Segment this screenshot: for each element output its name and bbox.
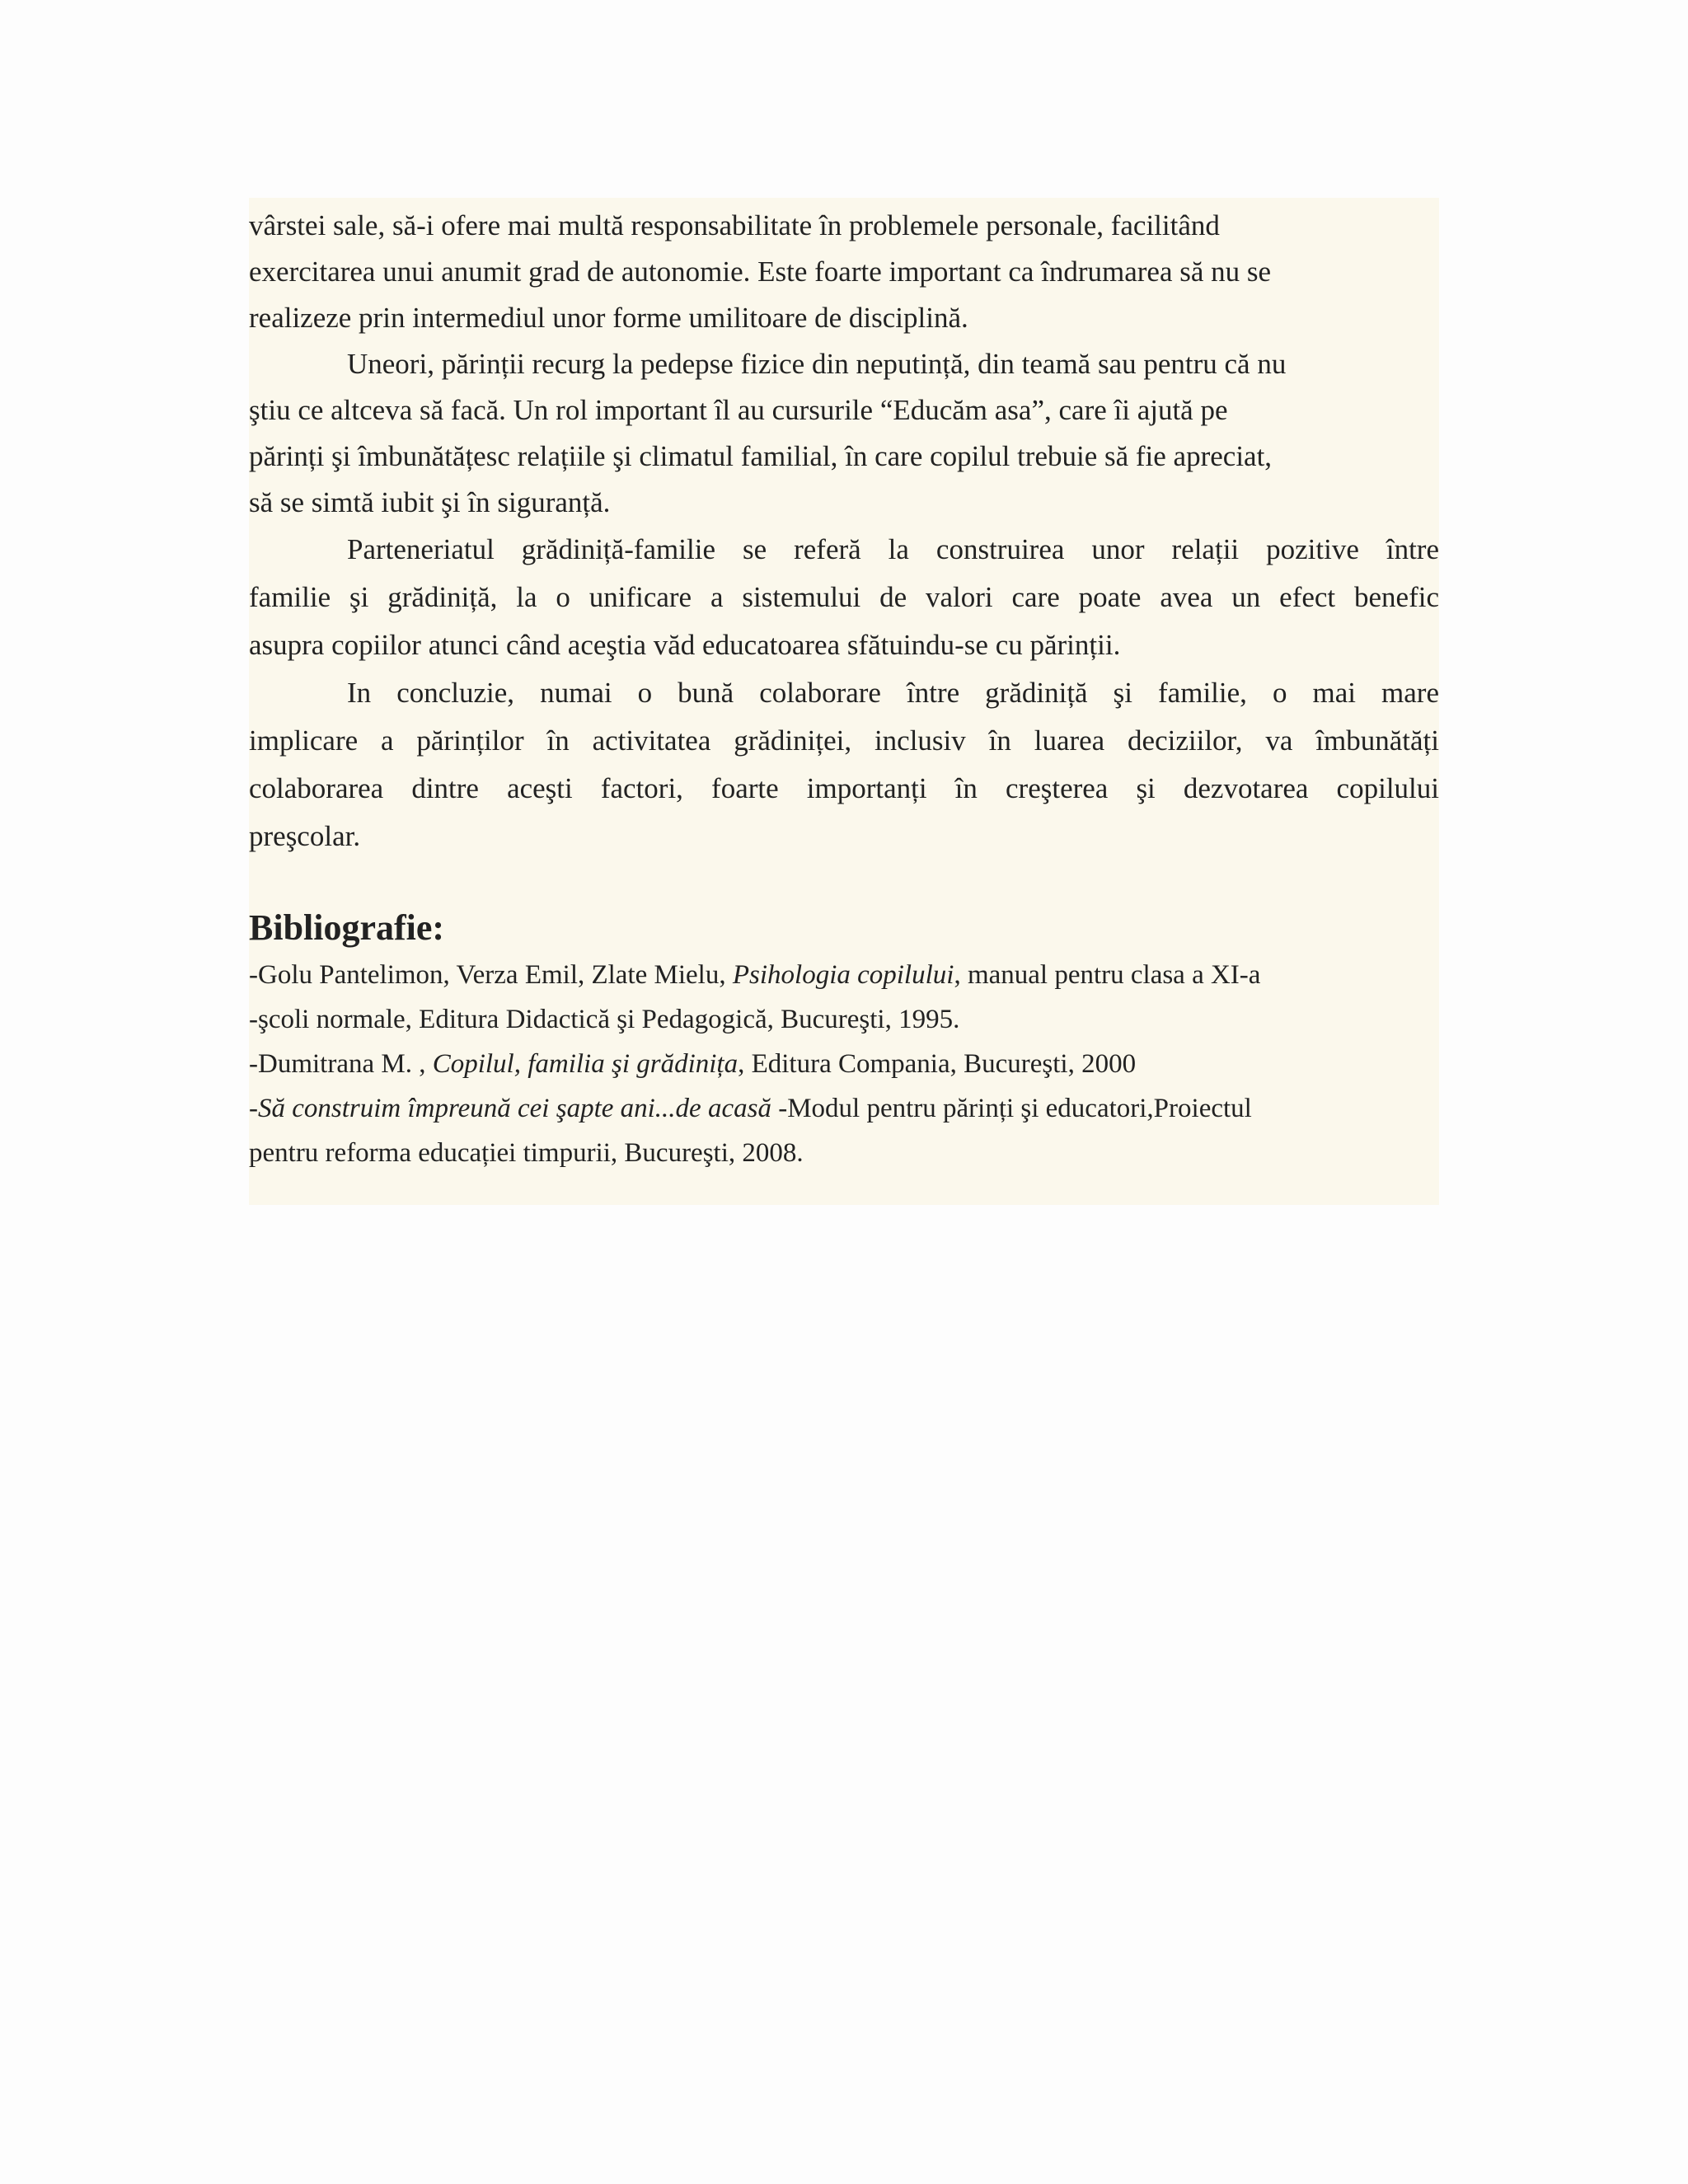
paragraph-line: părinți şi îmbunătățesc relațiile şi climatul familial, în care copilul trebuie să fie apreciat, [249, 440, 1273, 472]
bibliography-title: Bibliografie: [249, 907, 445, 948]
bibliography-line [249, 953, 1439, 997]
bibliography-book-title: Copilul, familia şi grădinița [432, 1049, 738, 1079]
paragraph-line: realizeze prin intermediul unor forme umilitoare de disciplină. [249, 302, 968, 334]
bibliography-text: -Modul pentru părinți şi educatori,Proiectul [771, 1094, 1252, 1123]
bibliography-line: -şcoli normale, Editura Didactică şi Pedagogică, Bucureşti, 1995. [249, 1005, 960, 1034]
paragraph-line: vârstei sale, să-i ofere mai multă responsabilitate în problemele personale, facilitând [249, 209, 1220, 241]
bibliography-book-title: Psihologia copilului [732, 960, 954, 990]
paragraph-line: colaborarea dintre aceşti factori, foarte importanți în creşterea şi dezvotarea copilului [249, 772, 1439, 804]
paragraph-4 [249, 669, 1439, 860]
bibliography-text: , manual pentru clasa a XI-a [954, 960, 1261, 990]
paragraph-line: familie şi grădiniță, la o unificare a sistemului de valori care poate avea un efect benefic [249, 581, 1439, 613]
paragraph-line: In concluzie, numai o bună colaborare între grădiniță şi familie, o mai mare [347, 677, 1439, 709]
paragraph-2 [249, 341, 1439, 526]
bibliography-text: -Golu Pantelimon, Verza Emil, Zlate Mielu, [249, 960, 733, 990]
bibliography-text: -Dumitrana M. , [249, 1049, 433, 1079]
bibliography-item-2 [249, 1042, 1439, 1086]
bibliography-line [249, 1086, 1439, 1131]
paragraph-line: preşcolar. [249, 820, 361, 852]
bibliography-text: - [249, 1094, 258, 1123]
document-text [249, 203, 1439, 1175]
bibliography-line: pentru reforma educației timpurii, Bucureşti, 2008. [249, 1138, 804, 1168]
paragraph-3 [249, 526, 1439, 669]
paragraph-line: exercitarea unui anumit grad de autonomie. Este foarte important ca îndrumarea să nu se [249, 255, 1272, 288]
bibliography-book-title: Să construim împreună cei şapte ani...de acasă [258, 1094, 771, 1123]
document-content [249, 198, 1439, 1205]
paragraph-1 [249, 203, 1439, 341]
bibliography-item-3 [249, 1086, 1439, 1175]
bibliography-text: , Editura Compania, Bucureşti, 2000 [738, 1049, 1137, 1079]
paragraph-line: Parteneriatul grădiniță-familie se referă la construirea unor relații pozitive între [347, 533, 1439, 565]
bibliography-line [249, 1042, 1439, 1086]
paragraph-line: Uneori, părinții recurg la pedepse fizice din neputință, din teamă sau pentru că nu [347, 348, 1287, 380]
paragraph-line: implicare a părinților în activitatea grădiniței, inclusiv în luarea deciziilor, va îmbunătăți [249, 724, 1439, 757]
paragraph-line: să se simtă iubit şi în siguranță. [249, 486, 611, 518]
bibliography-item-1 [249, 953, 1439, 1042]
paragraph-line: asupra copiilor atunci când aceştia văd educatoarea sfătuindu-se cu părinții. [249, 629, 1121, 661]
paragraph-line: ştiu ce altceva să facă. Un rol important îl au cursurile “Educăm asa”, care îi ajută pe [249, 394, 1228, 426]
